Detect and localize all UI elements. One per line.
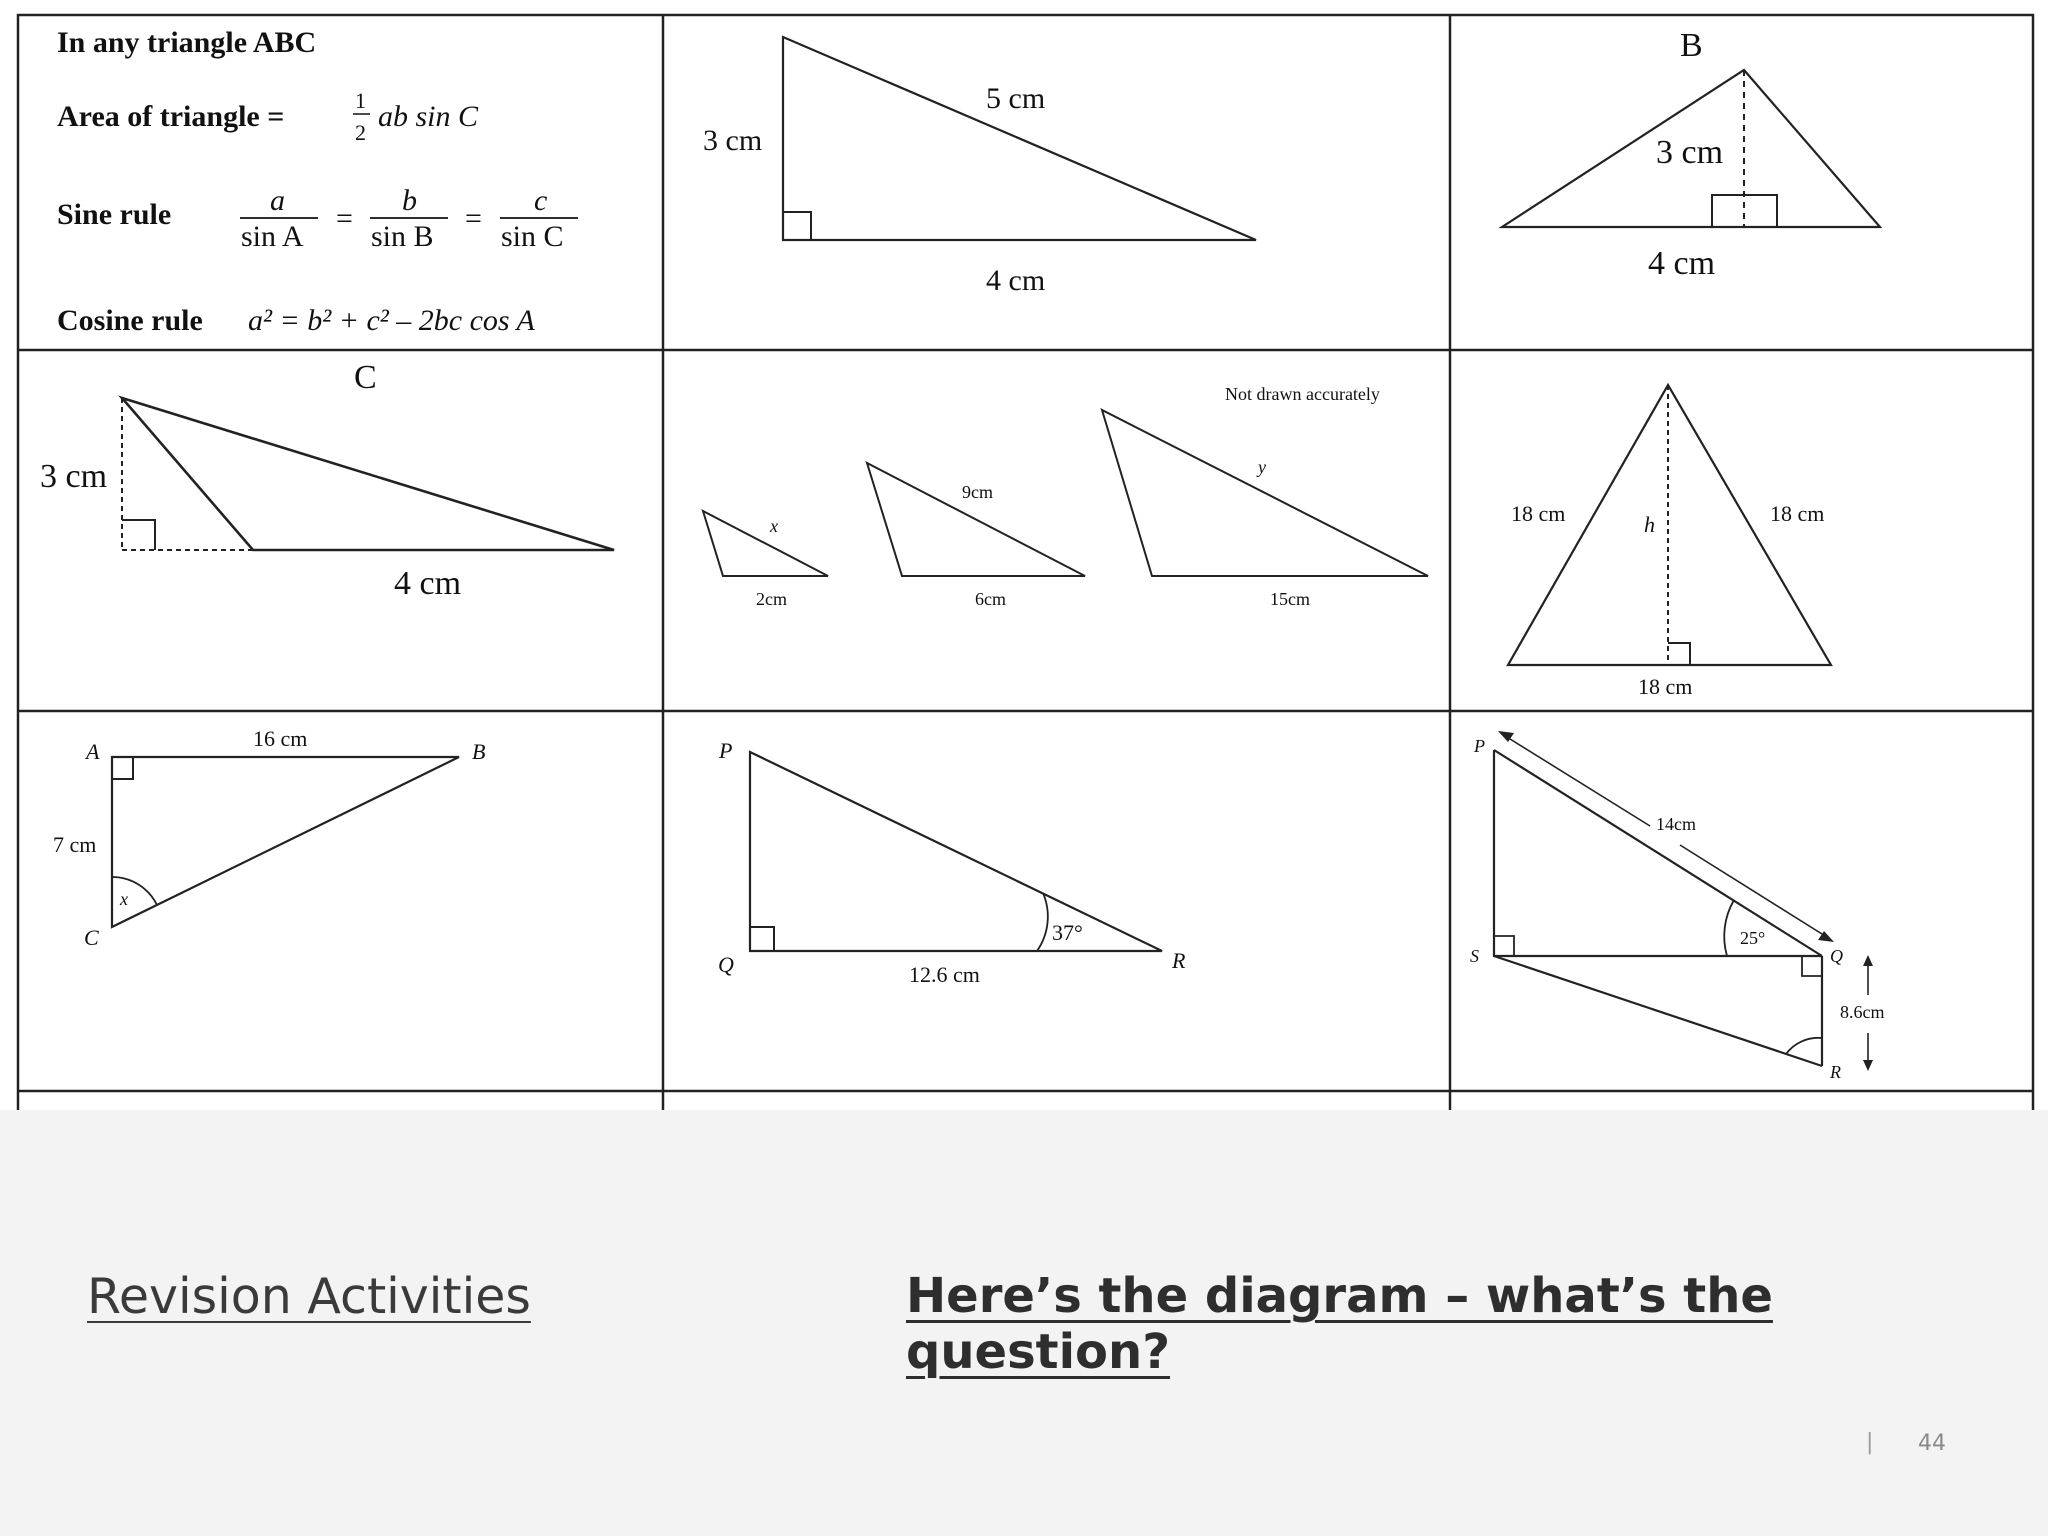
cell5-t3-base: 15cm (1270, 589, 1310, 609)
slide-heading: Here’s the diagram – what’s the question? (906, 1268, 1773, 1380)
cell7-A: A (86, 739, 100, 764)
formula-cell (57, 26, 578, 337)
cell7-top-label: 16 cm (253, 726, 308, 751)
cell8-P: P (719, 738, 733, 763)
page-separator: | (1866, 1430, 1874, 1455)
cell8-base-label: 12.6 cm (909, 962, 980, 987)
cell5-t3-side: y (1258, 457, 1266, 477)
cell7-C: C (84, 925, 99, 950)
sin-B: sin B (371, 220, 434, 253)
cell9-S: S (1470, 946, 1479, 966)
cell-triangle-pqr (718, 738, 1186, 987)
cell4-base-label: 4 cm (394, 565, 462, 602)
cell-triangle-abc (53, 726, 485, 950)
sin-A: sin A (241, 220, 304, 253)
cell-triangle-c (40, 359, 614, 602)
cell5-t1-side: x (770, 516, 778, 536)
cell7-B: B (472, 739, 486, 764)
sine-a: a (270, 184, 285, 217)
cell6-left-label: 18 cm (1511, 501, 1566, 526)
cell7-angle-label: x (120, 889, 128, 909)
cell3-base-label: 4 cm (1648, 245, 1716, 282)
cell2-base-label: 4 cm (986, 264, 1046, 297)
revision-activities-link[interactable]: Revision Activities (87, 1268, 531, 1325)
cell9-angle-label: 25° (1740, 928, 1766, 948)
cell4-height-label: 3 cm (40, 458, 108, 495)
cell9-P: P (1474, 736, 1485, 756)
cell-triangle-psqr (1470, 731, 1885, 1082)
area-frac-num: 1 (355, 88, 366, 113)
cell8-R: R (1172, 948, 1186, 973)
sine-c: c (534, 184, 548, 217)
cell3-height-label: 3 cm (1656, 134, 1724, 171)
cosine-formula: a² = b² + c² – 2bc cos A (248, 304, 535, 337)
area-frac-den: 2 (355, 120, 366, 145)
sin-C: sin C (501, 220, 564, 253)
cell9-Q: Q (1830, 946, 1843, 966)
equals-2: = (465, 202, 482, 235)
formula-heading: In any triangle ABC (57, 26, 317, 59)
grid-lines (18, 15, 2033, 1110)
cell8-angle-label: 37° (1052, 920, 1083, 945)
cell5-t1-base: 2cm (756, 589, 787, 609)
cell2-left-label: 3 cm (703, 124, 763, 157)
cell6-right-label: 18 cm (1770, 501, 1825, 526)
cell-triangle-b (1502, 27, 1880, 282)
cell5-t2-side: 9cm (962, 482, 993, 502)
cell8-Q: Q (718, 952, 734, 977)
cell9-hyp-label: 14cm (1656, 814, 1696, 834)
cell-equilateral-triangle (1508, 385, 1831, 699)
cell6-h-label: h (1644, 512, 1655, 537)
cell7-left-label: 7 cm (53, 832, 97, 857)
cell-right-triangle-345 (703, 37, 1256, 297)
cell-similar-triangles (703, 384, 1428, 609)
cell6-base-label: 18 cm (1638, 674, 1693, 699)
page-number: 44 (1918, 1431, 1946, 1456)
area-label: Area of triangle = (57, 100, 285, 133)
cell9-R: R (1830, 1062, 1841, 1082)
sine-b: b (402, 184, 417, 217)
cell2-hyp-label: 5 cm (986, 82, 1046, 115)
cosine-label: Cosine rule (57, 304, 203, 337)
equals-1: = (336, 202, 353, 235)
cell4-title: C (354, 359, 377, 396)
sine-label: Sine rule (57, 198, 172, 231)
cell5-t2-base: 6cm (975, 589, 1006, 609)
area-rest: ab sin C (378, 100, 479, 133)
cell9-right-label: 8.6cm (1840, 1002, 1885, 1022)
cell5-note: Not drawn accurately (1225, 384, 1380, 404)
cell3-title: B (1680, 27, 1703, 64)
